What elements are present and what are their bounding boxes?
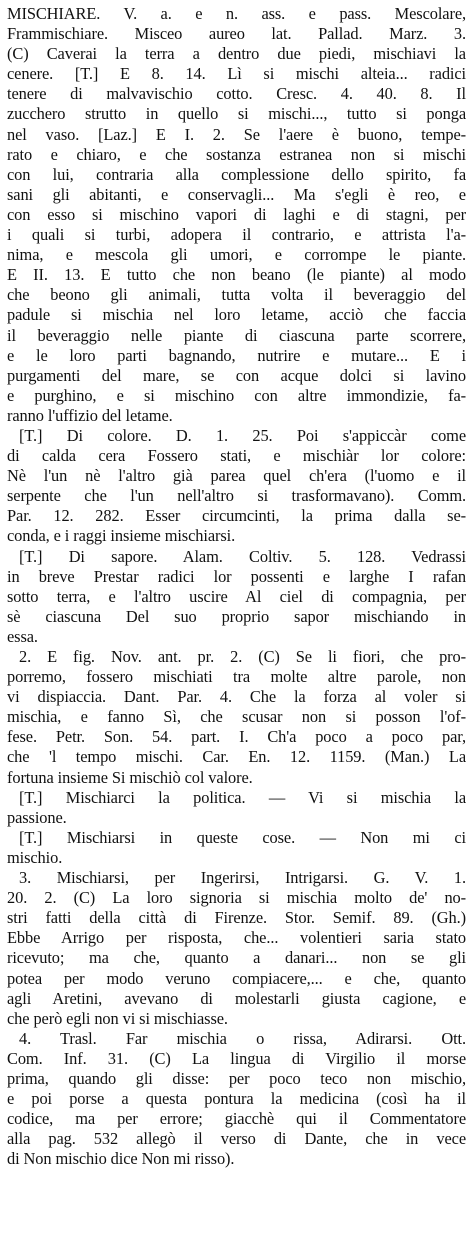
text-line: Ebbe Arrigo per risposta, che... volentieri saria stato xyxy=(7,928,466,948)
text-line: che beono gli animali, tutta volta il beveraggio del xyxy=(7,285,466,305)
text-line: Com. Inf. 31. (C) La lingua di Virgilio il morse xyxy=(7,1048,466,1068)
text-line: [T.] Mischiarsi in queste cose. — Non mi ci xyxy=(19,827,466,847)
entry-text xyxy=(7,4,466,1169)
text-line: Frammischiare. Misceo aureo lat. Pallad. Marz. 3. xyxy=(7,24,466,44)
text-line: che 'l tempo mischi. Car. En. 12. 1159. (Man.) La xyxy=(7,747,466,767)
text-line: agli Aretini, avevano di molestarli giusta cagione, e xyxy=(7,988,466,1008)
text-line: zucchero strutto in quello si mischi..., tutto si ponga xyxy=(7,104,466,124)
text-line: (C) Caverai la terra a dentro due piedi, mischiavi la xyxy=(7,44,466,64)
text-line: mischio. xyxy=(7,847,63,867)
text-line: serpente che l'un nell'altro si trasformavano). Comm. xyxy=(7,486,466,506)
text-line: di Non mischio dice Non mi risso). xyxy=(7,1149,235,1169)
text-line: sani gli abitanti, e conservagli... Ma s'egli è reo, e xyxy=(7,184,466,204)
text-line: ricevuto; ma che, quanto a danari... non se gli xyxy=(7,948,466,968)
text-line: 3. Mischiarsi, per Ingerirsi, Intrigarsi. G. V. 1. xyxy=(19,868,466,888)
text-line: nel vaso. [Laz.] E I. 2. Se l'aere è buono, tempe- xyxy=(7,124,466,144)
text-line: conda, e i raggi insieme mischiarsi. xyxy=(7,526,236,546)
text-line: potea per modo veruno compiacere,... e che, quanto xyxy=(7,968,466,988)
text-line: vi dispiaccia. Dant. Par. 4. Che la forza al voler si xyxy=(7,687,466,707)
text-line: padule si mischia nel loro letame, acciò che faccia xyxy=(7,305,466,325)
text-line: con esso si mischino vapori di laghi e di stagni, per xyxy=(7,204,466,224)
text-line: e le loro parti bagnando, nutrire e mutare... E i xyxy=(7,345,466,365)
text-line: stri fatti della città di Firenze. Stor. Semif. 89. (Gh.) xyxy=(7,908,466,928)
text-line: mischia, e fanno Sì, che scusar non si posson l'of- xyxy=(7,707,466,727)
text-line: in breve Prestar radici lor possenti e larghe I rafan xyxy=(7,566,466,586)
text-line: [T.] Di colore. D. 1. 25. Poi s'appiccàr come xyxy=(19,425,466,445)
text-line: ranno l'uffizio del letame. xyxy=(7,405,173,425)
text-line: di calda cera Fossero stati, e mischiàr lor colore: xyxy=(7,446,466,466)
text-line: 4. Trasl. Far mischia o rissa, Adirarsi. Ott. xyxy=(19,1028,466,1048)
text-line: MISCHIARE. V. a. e n. ass. e pass. Mescolare, xyxy=(7,4,466,23)
text-line: Par. 12. 282. Esser circumcinti, la prima dalla se- xyxy=(7,506,466,526)
text-line: fese. Petr. Son. 54. part. I. Ch'a poco a poco par, xyxy=(7,727,466,747)
text-line: che però egli non vi si mischiasse. xyxy=(7,1008,228,1028)
text-line: 2. E fig. Nov. ant. pr. 2. (C) Se li fiori, che pro- xyxy=(19,647,466,666)
text-line: E II. 13. E tutto che non beano (le piante) al modo xyxy=(7,265,466,285)
text-line: porremo, fossero mischiati tra molte altre parole, non xyxy=(7,667,466,687)
text-line: purgamenti del mare, se con acque dolci si lavino xyxy=(7,365,466,385)
text-line: tenere di malvavischio cotto. Cresc. 4. 40. 8. Il xyxy=(7,84,466,104)
text-line: e poi porse a questa pontura la medicina (così ha il xyxy=(7,1089,466,1109)
text-line: sè ciascuna Del suo proprio sapor mischiando in xyxy=(7,606,466,626)
text-line: alla pag. 532 allegò il verso di Dante, che in vece xyxy=(7,1129,466,1149)
text-line: essa. xyxy=(7,626,38,646)
text-line: Nè l'un nè l'altro già parea quel ch'era (l'uomo e il xyxy=(7,466,466,486)
text-line: i quali si turbi, adopera il contrario, e attrista l'a- xyxy=(7,225,466,245)
text-line: e purghino, e si mischino con altre immondizie, fa- xyxy=(7,385,466,405)
text-line: [T.] Mischiarci la politica. — Vi si mischia la xyxy=(19,787,466,807)
text-line: cenere. [T.] E 8. 14. Lì si mischi alteia... radici xyxy=(7,64,466,84)
text-line: fortuna insieme Si mischiò col valore. xyxy=(7,767,253,787)
text-line: [T.] Di sapore. Alam. Coltiv. 5. 128. Vedrassi xyxy=(19,546,466,566)
text-line: sotto terra, e l'altro uscire Al ciel di compagnia, per xyxy=(7,586,466,606)
text-line: prima, quando gli disse: per poco teco non mischio, xyxy=(7,1068,466,1088)
text-line: passione. xyxy=(7,807,67,827)
text-line: con lui, contraria alla complessione dello spirito, fa xyxy=(7,164,466,184)
text-line: codice, ma per errore; giacchè qui il Commentatore xyxy=(7,1109,466,1129)
text-line: il beveraggio nelle piante di ciascuna parte scorrere, xyxy=(7,325,466,345)
text-line: rato e chiaro, e che sostanza estranea non si mischi xyxy=(7,144,466,164)
text-line: nima, e mescola gli umori, e corrompe le piante. xyxy=(7,245,466,265)
text-line: 20. 2. (C) La loro signoria si mischia molto de' no- xyxy=(7,888,466,908)
